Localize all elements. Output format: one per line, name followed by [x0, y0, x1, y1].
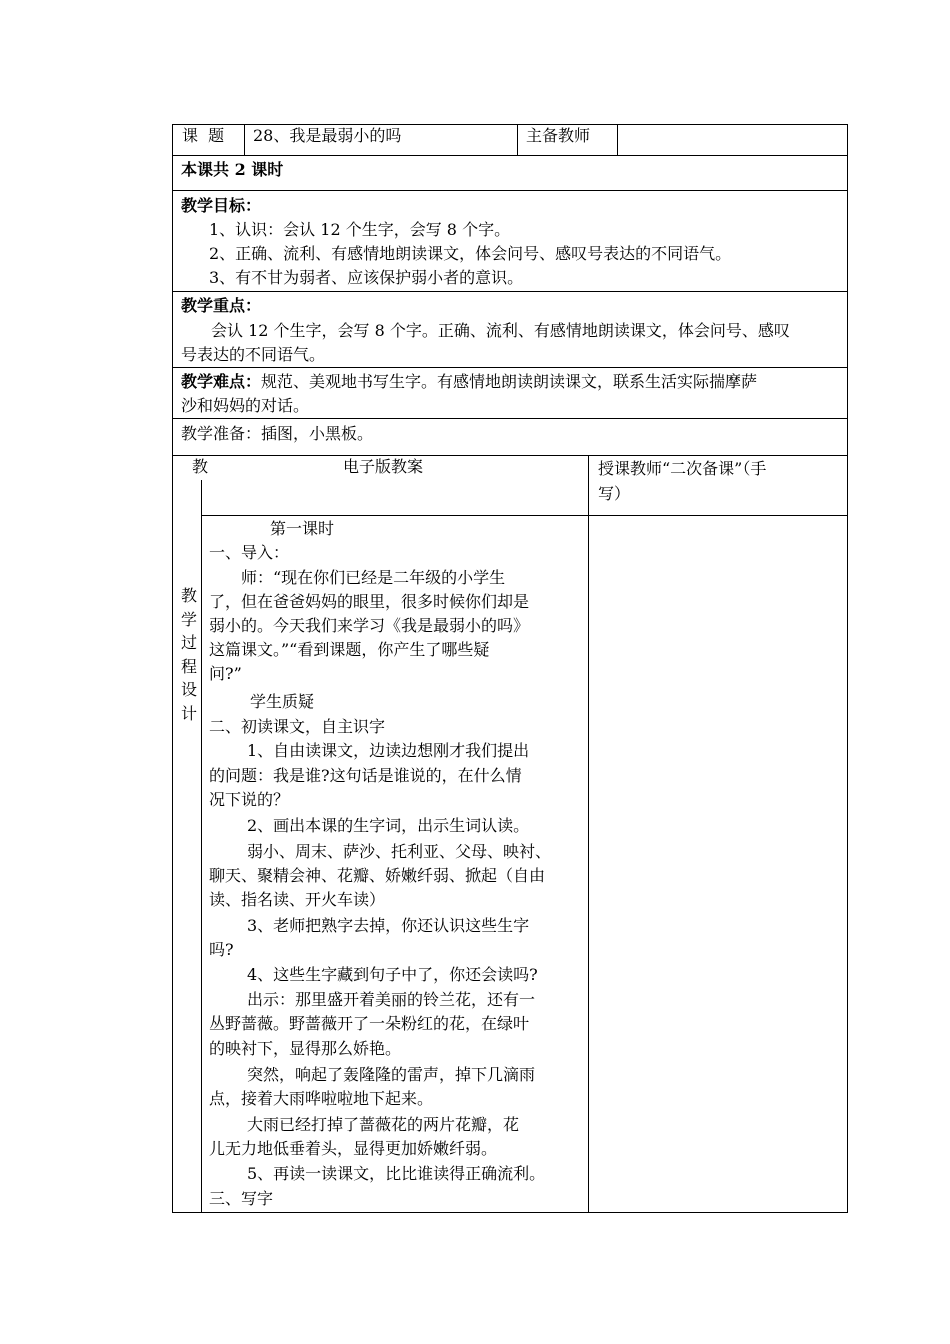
header-divider-1	[244, 124, 245, 156]
key-points-line-2: 号表达的不同语气。	[181, 345, 326, 364]
plan-line: 丛野蔷薇。野蔷薇开了一朵粉红的花，在绿叶	[209, 1014, 530, 1033]
header-divider-3	[617, 124, 618, 156]
plan-line: 突然，响起了轰隆隆的雷声，掉下几滴雨	[247, 1065, 536, 1084]
plan-line: 点，接着大雨哗啦啦地下起来。	[209, 1089, 434, 1108]
lesson-count: 本课共 2 课时	[181, 160, 284, 179]
row-divider-lesson-count	[172, 155, 848, 156]
plan-line: 1、自由读课文，边读边想刚才我们提出	[247, 741, 530, 760]
table-border-left	[172, 124, 173, 1213]
row-divider-preparation	[172, 418, 848, 419]
plan-line: 3、老师把熟字去掉，你还认识这些生字	[247, 916, 530, 935]
plan-line: 弱小、周末、萨沙、托利亚、父母、映衬、	[247, 842, 552, 861]
preparation: 教学准备：插图，小黑板。	[181, 424, 374, 443]
row-divider-difficulties	[172, 367, 848, 368]
key-points-heading: 教学重点：	[181, 296, 262, 315]
process-label-divider	[201, 480, 202, 1213]
table-border-right	[847, 124, 848, 1213]
plan-line: 了，但在爸爸妈妈的眼里，很多时候你们却是	[209, 592, 530, 611]
plan-line: 弱小的。今天我们来学习《我是最弱小的吗》	[209, 616, 530, 635]
row-divider-objectives	[172, 190, 848, 191]
plan-line: 儿无力地低垂着头，显得更加娇嫩纤弱。	[209, 1139, 498, 1158]
header-divider-2	[517, 124, 518, 156]
process-top-char: 教	[192, 457, 209, 476]
difficulties-line-1: 规范、美观地书写生字。有感情地朗读朗读课文，联系生活实际揣摩萨	[261, 372, 758, 391]
plan-line: 这篇课文。”“看到课题，你产生了哪些疑	[209, 640, 490, 659]
table-border-bottom	[172, 1212, 848, 1213]
key-points-line-1: 会认 12 个生字，会写 8 个字。正确、流利、有感情地朗读课文，体会问号、感叹	[211, 321, 790, 340]
plan-line: 出示：那里盛开着美丽的铃兰花，还有一	[247, 990, 536, 1009]
row-divider-key-points	[172, 291, 848, 292]
objective-item-1: 1、认识：会认 12 个生字，会写 8 个字。	[209, 220, 511, 239]
plan-line: 三、写字	[209, 1189, 274, 1208]
row-divider-column-headers	[201, 515, 848, 516]
objectives-heading: 教学目标：	[181, 196, 262, 215]
topic-value: 28、我是最弱小的吗	[253, 126, 402, 145]
plan-line: 2、画出本课的生字词，出示生词认读。	[247, 816, 530, 835]
objective-item-2: 2、正确、流利、有感情地朗读课文，体会问号、感叹号表达的不同语气。	[209, 244, 732, 263]
plan-line: 4、这些生字藏到句子中了，你还会读吗?	[247, 965, 538, 984]
electronic-plan-header: 电子版教案	[343, 457, 424, 476]
plan-line: 大雨已经打掉了蔷薇花的两片花瓣，花	[247, 1115, 520, 1134]
plan-line: 学生质疑	[250, 692, 315, 711]
plan-line: 的问题：我是谁?这句话是谁说的，在什么情	[209, 766, 522, 785]
handwritten-header-line-1: 授课教师“二次备课”（手	[598, 459, 767, 478]
lead-teacher-label: 主备教师	[526, 126, 591, 145]
process-column-divider	[588, 455, 589, 1213]
plan-line: 聊天、聚精会神、花瓣、娇嫩纤弱、掀起（自由	[209, 866, 546, 885]
plan-line: 读、指名读、开火车读）	[209, 890, 386, 909]
process-design-vertical-label: 教学过程设计	[180, 586, 197, 723]
objective-item-3: 3、有不甘为弱者、应该保护弱小者的意识。	[209, 268, 524, 287]
plan-line: 师：“现在你们已经是二年级的小学生	[241, 568, 506, 587]
plan-line: 况下说的？	[209, 790, 290, 809]
plan-line: 问?”	[209, 664, 242, 683]
plan-line: 一、导入：	[209, 543, 290, 562]
handwritten-header-line-2: 写）	[598, 484, 631, 503]
plan-line: 第一课时	[270, 519, 335, 538]
plan-line: 吗?	[209, 940, 234, 959]
topic-label: 课 题	[182, 126, 225, 145]
plan-line: 二、初读课文，自主识字	[209, 717, 386, 736]
difficulties-heading: 教学难点：	[181, 372, 262, 391]
plan-line: 的映衬下，显得那么娇艳。	[209, 1039, 402, 1058]
plan-line: 5、再读一读课文，比比谁读得正确流利。	[247, 1164, 546, 1183]
difficulties-line-2: 沙和妈妈的对话。	[181, 396, 310, 415]
row-divider-process	[172, 455, 848, 456]
